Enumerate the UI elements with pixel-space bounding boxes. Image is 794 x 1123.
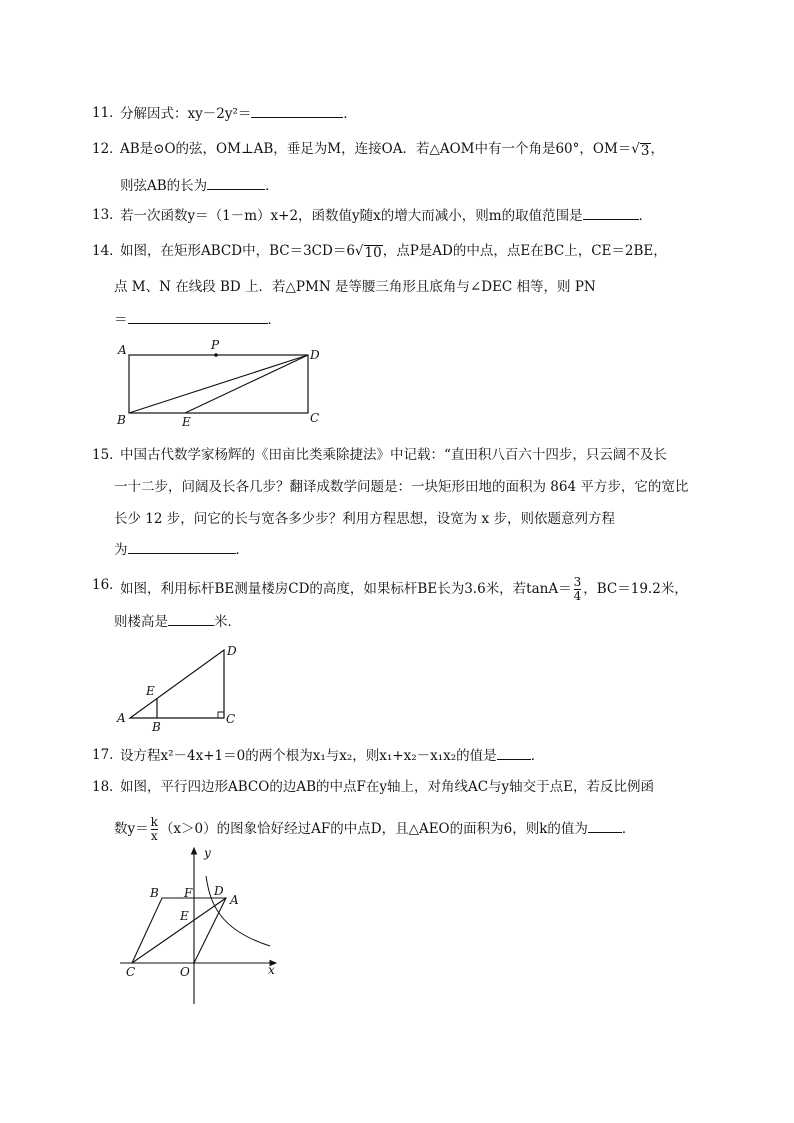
label-c: C (226, 712, 236, 726)
question-text (120, 140, 664, 158)
question-tail: ， (650, 141, 664, 157)
answer-blank[interactable] (128, 310, 268, 324)
diagonal-ac (132, 898, 226, 963)
answer-blank[interactable] (251, 104, 343, 118)
label-e: E (146, 684, 155, 698)
label-e: E (180, 909, 189, 923)
question-body: 则弦AB的长为 (120, 178, 208, 194)
question-body: 数y＝ (114, 821, 149, 837)
fraction (574, 576, 582, 603)
numerator: k (150, 815, 158, 829)
numerator: 3 (573, 575, 582, 589)
label-d: D (227, 644, 237, 658)
question-body-cont: （x＞0）的图象恰好经过AF的中点D，且△AEO的面积为6，则k的值为 (159, 821, 588, 837)
label-c: C (310, 411, 320, 425)
sqrt-expression: √ 3 (631, 141, 650, 159)
question-tail: ． (530, 748, 545, 764)
question-text: 点 M、N 在线段 BD 上．若△PMN 是等腰三角形且底角与∠DEC 相等，则 PN (114, 279, 596, 295)
label-o: O (180, 965, 190, 979)
question-body: 分解因式：xy－2y²＝ (120, 106, 252, 122)
radicand: 10 (364, 245, 382, 261)
question-body: 如图，在矩形ABCD中，BC＝3CD＝6 (120, 243, 355, 259)
label-d: D (214, 884, 224, 898)
answer-blank[interactable] (497, 746, 531, 760)
segment-bd (129, 355, 308, 413)
answer-blank[interactable] (583, 206, 639, 220)
rectangle-figure (110, 338, 340, 430)
label-a: A (230, 893, 239, 907)
denominator: 4 (573, 589, 582, 603)
question-text (114, 816, 635, 843)
label-a: A (117, 711, 126, 725)
question-text: 一十二步，问阔及长各几步？翻译成数学问题是：一块矩形田地的面积为 864 平方步，它的宽比 (114, 479, 689, 495)
question-number: 13． (92, 207, 123, 223)
label-b: B (117, 413, 126, 427)
question-text (120, 576, 688, 603)
label-y: y (204, 846, 211, 860)
label-p: P (211, 338, 220, 352)
question-body: 则楼高是 (114, 614, 168, 630)
question-body: 若一次函数y＝（1－m）x+2，函数值y随x的增大而减小，则m的取值范围是 (120, 208, 583, 224)
question-body: AB是⊙O的弦，OM⊥AB，垂足为M，连接OA．若△AOM中有一个角是60°，OM＝ (120, 141, 632, 157)
question-text: 如图，平行四边形ABCO的边AB的中点F在y轴上，对角线AC与y轴交于点E，若反比例函 (120, 779, 655, 795)
question-text (114, 310, 281, 329)
question-number: 18． (92, 779, 123, 795)
question-tail: ． (621, 821, 636, 837)
question-text (114, 540, 249, 559)
question-text (114, 612, 241, 631)
question-number: 16． (92, 577, 123, 593)
question-body-cont: ，点P是AD的中点，点E在BC上，CE＝2BE， (382, 243, 667, 259)
right-angle-mark (218, 712, 224, 718)
question-number: 11． (92, 105, 123, 121)
question-body: ＝ (114, 312, 128, 328)
question-text: 中国古代数学家杨辉的《田亩比类乘除捷法》中记载：“直田积八百六十四步，只云阔不及长 (120, 447, 667, 463)
triangle-figure (112, 640, 252, 736)
question-text (120, 176, 279, 195)
question-body: 如图，利用标杆BE测量楼房CD的高度，如果标杆BE长为3.6米，若tanA＝ (120, 581, 572, 597)
question-number: 15． (92, 447, 123, 463)
segment-ed (185, 355, 308, 413)
question-body: 设方程x²－4x+1＝0的两个根为x₁与x₂，则x₁+x₂－x₁x₂的值是 (120, 748, 497, 764)
question-tail: ． (638, 208, 653, 224)
sqrt-expression: √ 10 (354, 243, 382, 261)
question-number: 17． (92, 747, 123, 763)
label-a: A (118, 343, 127, 357)
question-tail: ． (265, 178, 279, 194)
denominator: x (150, 829, 158, 843)
question-body: 为 (114, 542, 128, 558)
radicand: 3 (640, 143, 650, 159)
answer-blank[interactable] (168, 612, 214, 626)
fraction (151, 816, 158, 843)
question-tail: ． (267, 312, 281, 328)
label-e: E (182, 415, 191, 429)
label-d: D (310, 348, 320, 362)
answer-blank[interactable] (207, 176, 265, 190)
question-text (120, 746, 544, 765)
question-body-cont: ，BC＝19.2米， (583, 581, 688, 597)
question-text: 长少 12 步，问它的长与宽各多少步？利用方程思想，设宽为 x 步，则依题意列方程 (114, 511, 615, 527)
triangle-acd (130, 650, 224, 718)
question-tail: ． (235, 542, 249, 558)
label-b: B (150, 886, 159, 900)
question-text (120, 104, 357, 123)
question-text (120, 206, 652, 225)
coordinate-figure (110, 842, 290, 1007)
question-number: 12． (92, 141, 123, 157)
label-c: C (126, 965, 136, 979)
question-tail: 米． (214, 614, 241, 630)
question-number: 14． (92, 243, 123, 259)
label-b: B (152, 720, 161, 734)
label-x: x (268, 963, 275, 977)
question-text (120, 242, 667, 260)
answer-blank[interactable] (588, 819, 622, 833)
answer-blank[interactable] (128, 540, 236, 554)
point-p (214, 353, 218, 357)
label-f: F (184, 886, 193, 900)
question-tail: ． (343, 106, 357, 122)
